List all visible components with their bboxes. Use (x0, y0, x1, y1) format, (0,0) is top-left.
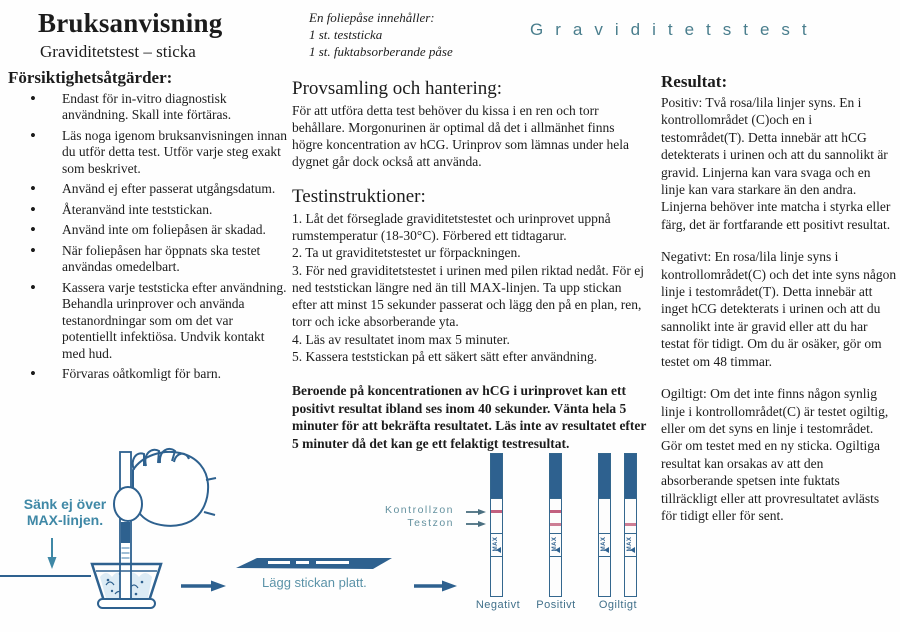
stick-max-zone (491, 534, 502, 557)
middle-column (292, 10, 647, 452)
result-positive-text: Positiv: Två rosa/lila linjer syns. En i kontrollområdet (C)och en i testområdet(T). Detta innebär att hCG detekterats i urinen och att du sannolikt är gravid. Linjerna kan vara svaga och en linje kan vara starkare än den andra. Linjerna behöver inte matcha i styrka eller färg, det är fortfarande ett positivt resultat. (661, 95, 891, 232)
result-invalid-text: Ogiltigt: Om det inte finns någon synlig linje i kontrollområdet(C) är testet ogiltig, eller om det syns en linje i testområdet. Gör om testet med en ny sticka. Ogiltiga resultat kan orsakas av att den absorberande spetsen inte fuktats tillräckligt eller att provresultatet avlästs för tidigt eller för sent. (661, 386, 889, 523)
instruction-step: 3. För ned graviditetstestet i urinen med pilen riktad nedåt. För ej ned teststickan längre ned än till MAX-linjen. Ta upp stickan efter att minst 15 sekunder passerat och lägg den på en plan, ren, torr och icke absorberande yta. (292, 262, 645, 330)
precaution-item: • Använd inte om foliepåsen är skadad. (8, 222, 290, 238)
max-arrow-icon (555, 547, 560, 553)
instruction-step: 1. Låt det förseglade graviditetstestet och urinprovet uppnå rumstemperatur (18-30°C). Förbered ett tidtagarur. (292, 210, 611, 243)
stick-result-window (491, 498, 502, 534)
stick-result-window (550, 498, 561, 534)
precaution-item: • Kassera varje teststicka efter användning. Behandla urinprover och använda testanordningar som om det var potentiellt infektiösa. Undvik kontakt med hud. (8, 280, 290, 362)
max-note-line: MAX-linjen. (26, 512, 104, 529)
instruction-step: 5. Kassera teststickan på ett säkert sätt efter användning. (292, 348, 598, 364)
test-zone-label: Testzon (407, 517, 454, 529)
stick-handle (625, 454, 636, 498)
stick-label-negative: Negativt (475, 599, 521, 611)
max-note-line: Sänk ej över (23, 496, 107, 512)
test-line (550, 523, 561, 526)
test-stick-negative (490, 453, 503, 597)
results-column (661, 72, 897, 539)
test-stick-invalid-blank (598, 453, 611, 597)
test-stick-positive (549, 453, 562, 597)
control-line (550, 510, 561, 513)
instruction-step: 2. Ta ut graviditetstestet ur förpackningen. (292, 245, 521, 261)
stick-result-window (599, 498, 610, 534)
test-line (625, 523, 636, 526)
max-arrow-icon (630, 547, 635, 553)
sampling-heading: Provsamling och hantering: (292, 77, 503, 99)
stick-handle (599, 454, 610, 498)
package-contents-line: 1 st. fuktabsorberande påse (309, 43, 453, 59)
down-arrow-icon (48, 538, 57, 569)
precaution-item: • Använd ej efter passerat utgångsdatum. (8, 181, 290, 197)
instructions-steps (292, 210, 647, 365)
results-heading: Resultat: (661, 72, 728, 91)
max-arrow-icon (496, 547, 501, 553)
max-marking: MAX (493, 536, 499, 552)
stick-handle (491, 454, 502, 498)
precaution-item: • När foliepåsen har öppnats ska testet användas omedelbart. (8, 243, 290, 276)
package-contents-line: 1 st. teststicka (309, 26, 383, 42)
page-subtitle: Graviditetstest – sticka (40, 42, 196, 61)
precautions-list (8, 91, 290, 383)
brand-header: Graviditetstest (530, 20, 819, 39)
precaution-item: • Återanvänd inte teststickan. (8, 202, 290, 218)
max-marking: MAX (552, 536, 558, 552)
left-column (8, 8, 290, 387)
dipped-test-stick (120, 452, 131, 600)
stick-max-zone (550, 534, 561, 557)
timing-warning: Beroende på koncentrationen av hCG i urinprovet kan ett positivt resultat ibland ses inom 40 sekunder. Vänta hela 5 minuter för att bekräfta resultatet. Läs inte av resultatet efter 5 minuter då det kan ge ett felaktigt testresultat. (292, 383, 647, 451)
instructions-heading: Testinstruktioner: (292, 185, 426, 207)
precaution-item: • Endast för in-vitro diagnostisk användning. Skall inte förtäras. (8, 91, 290, 124)
flat-stick-illustration (236, 558, 392, 569)
stick-max-zone (625, 534, 636, 557)
stick-max-zone (599, 534, 610, 557)
stick-handle (550, 454, 561, 498)
right-arrow-icon (181, 581, 226, 592)
instruction-step: 4. Läs av resultatet inom max 5 minuter. (292, 331, 510, 347)
control-line (491, 510, 502, 513)
right-arrow-icon (414, 581, 457, 592)
precaution-item: • Förvaras oåtkomligt för barn. (8, 366, 290, 382)
lay-flat-label: Lägg stickan platt. (262, 575, 367, 590)
control-zone-label: Kontrollzon (384, 504, 454, 516)
stick-label-positive: Positivt (536, 599, 576, 611)
max-marking: MAX (627, 536, 633, 552)
result-negative-text: Negativt: En rosa/lila linje syns i kontrollområdet(C) och det inte syns någon linje i testområdet(T). Detta innebär att inget hCG detekterats i urinen och att du sannolikt inte är gravid eller att du har testat för tidigt. Om du är osäker, gör om testet om 48 timmar. (661, 249, 897, 369)
precaution-item: • Läs noga igenom bruksanvisningen innan du utför detta test. Utför varje steg exakt som beskrivet. (8, 128, 290, 177)
package-contents-line: En foliepåse innehåller: (309, 10, 435, 25)
test-stick-invalid-testline (624, 453, 637, 597)
page-title: Bruksanvisning (38, 8, 223, 38)
precautions-heading: Försiktighetsåtgärder: (8, 68, 173, 87)
zone-pointer-arrows (460, 506, 490, 532)
sampling-body: För att utföra detta test behöver du kissa i en ren och torr behållare. Morgonurinen är optimal då det i allmänhet finns högre koncentration av hCG. Urinprov som lämnas under hela dygnet går dock också att använda. (292, 102, 630, 170)
stick-label-invalid: Ogiltigt (598, 599, 638, 611)
max-marking: MAX (601, 536, 607, 552)
max-arrow-icon (604, 547, 609, 553)
stick-result-window (625, 498, 636, 534)
